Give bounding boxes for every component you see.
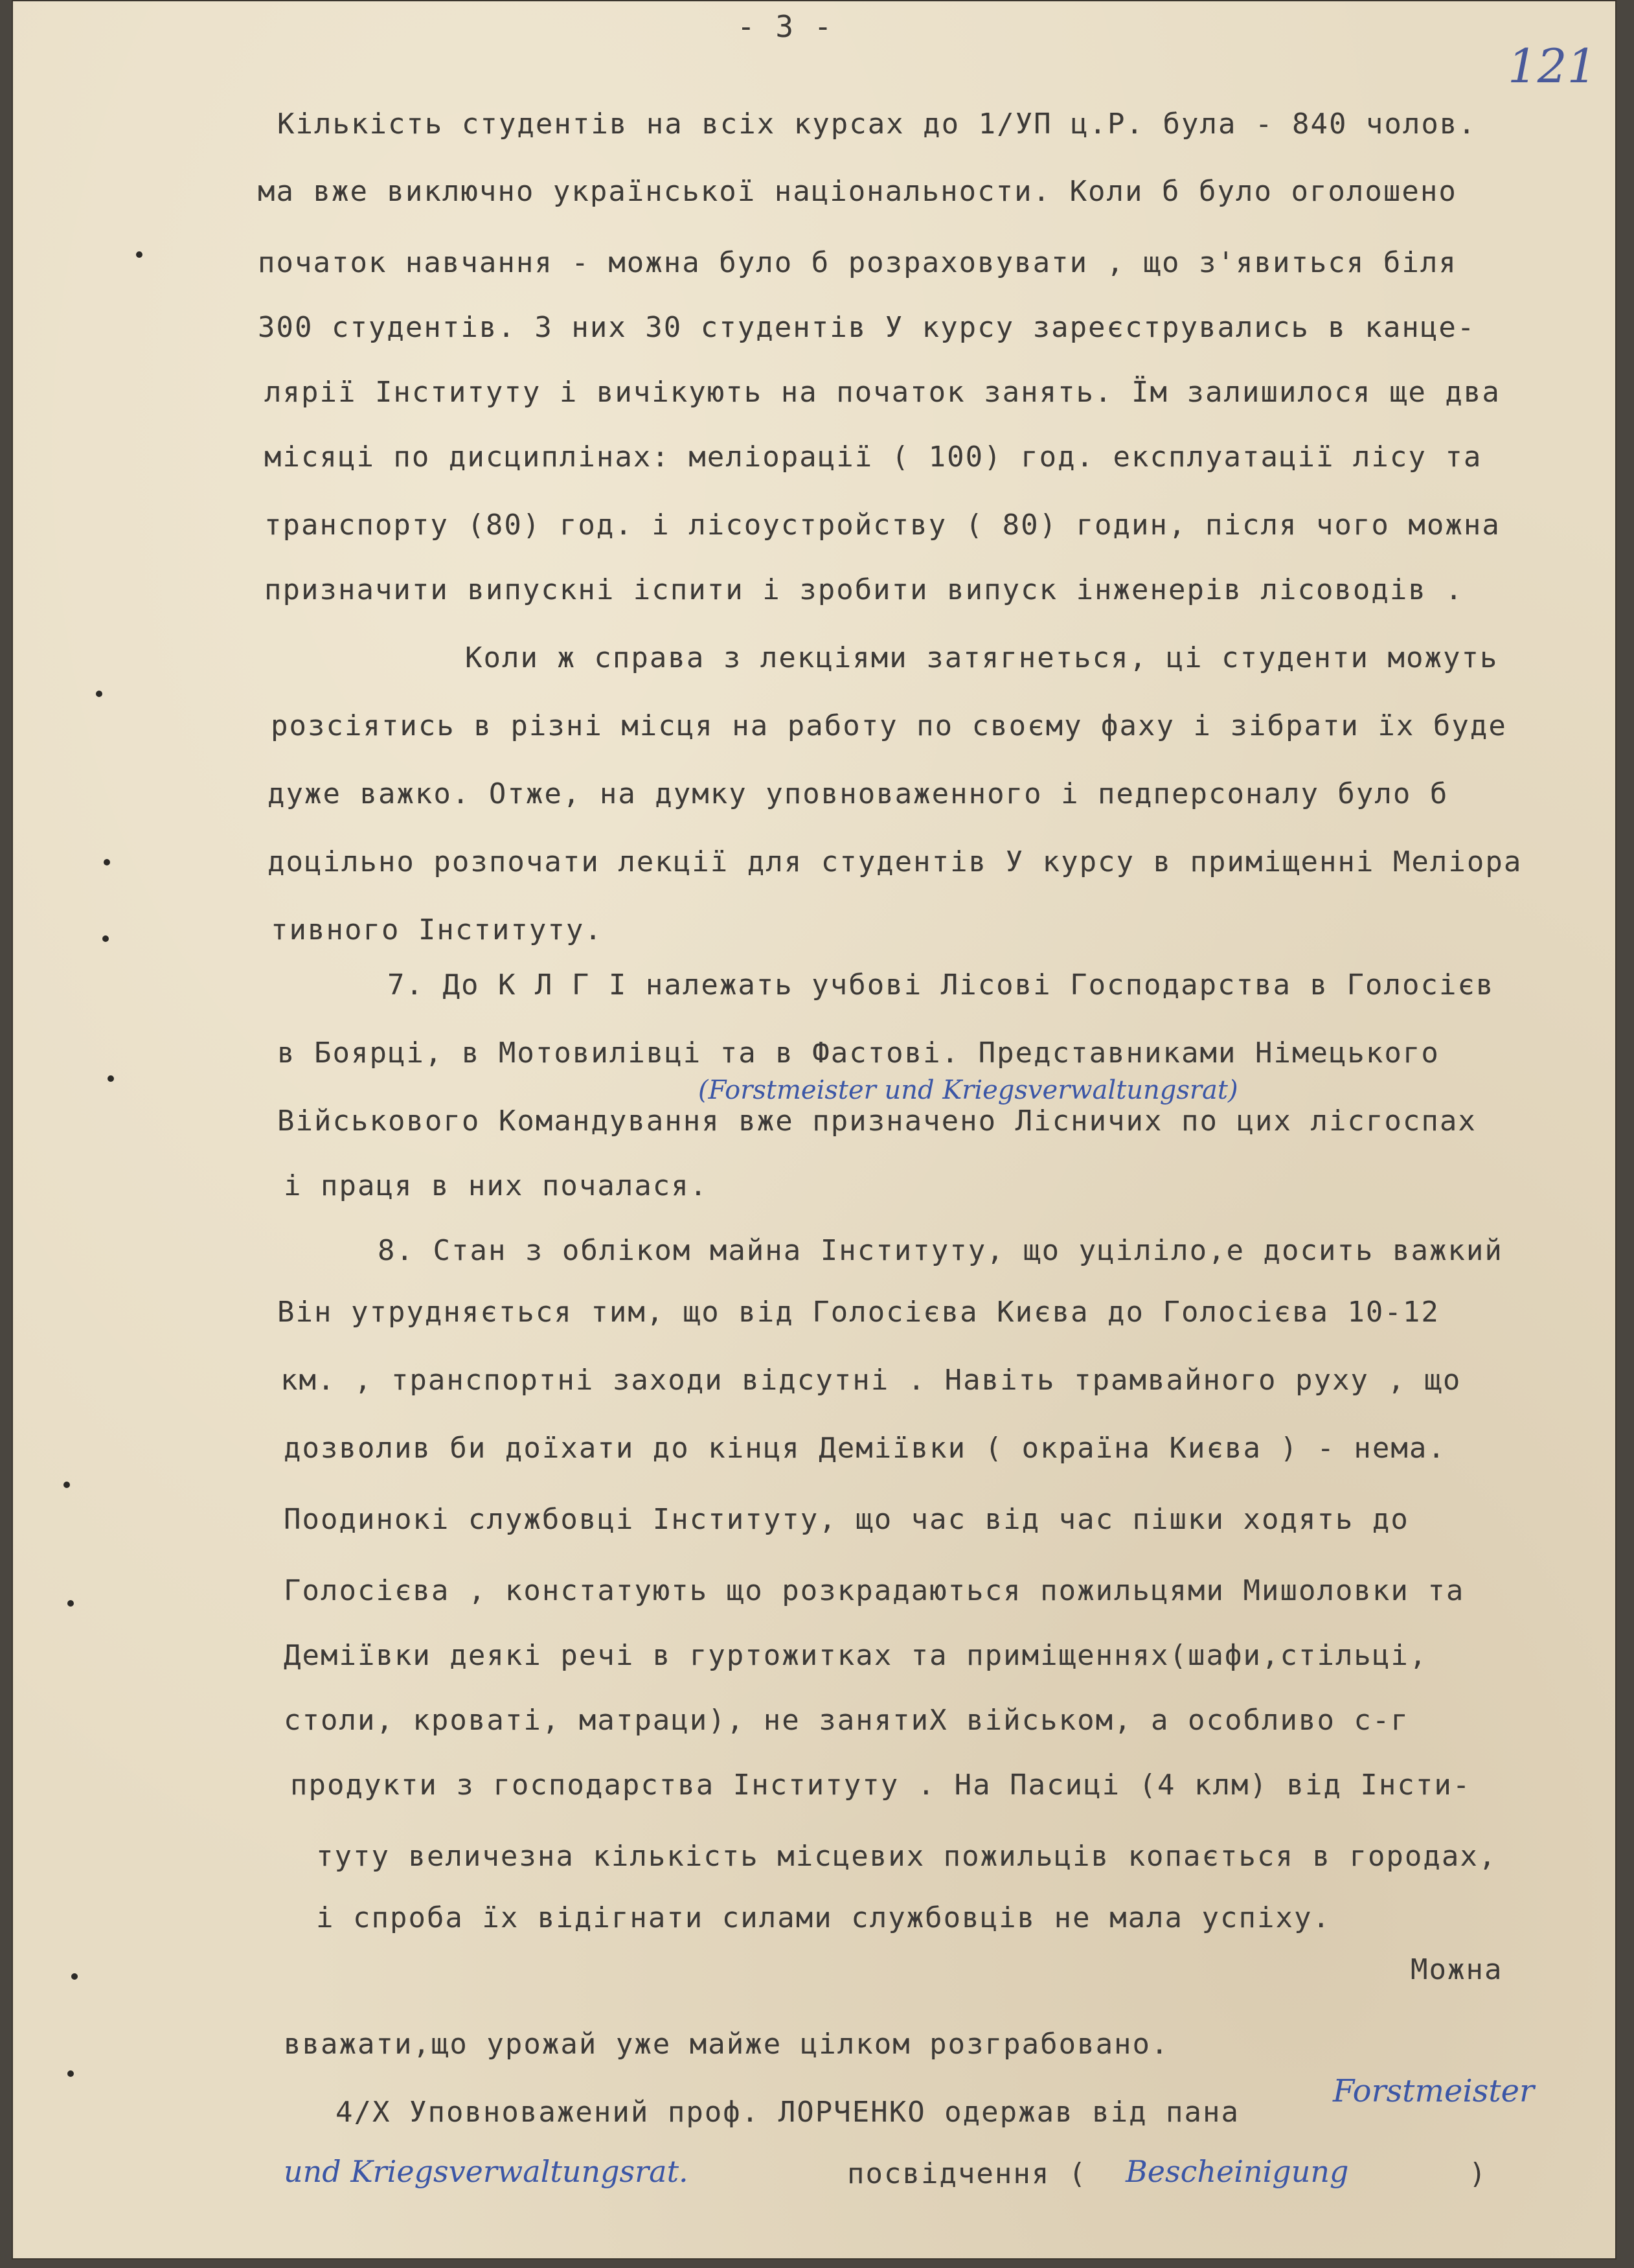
document-page	[12, 0, 1617, 2260]
line-14: 7. До К Л Г І належать учбові Лісові Господарства в Голосієв	[387, 968, 1495, 1002]
line-13: тивного Інституту.	[271, 913, 603, 946]
line-8: призначити випускні іспити і зробити випуск інженерів лісоводів .	[264, 573, 1464, 606]
line-25: столи, кроваті, матраци), не занятиХ військом, а особливо с-г	[284, 1704, 1409, 1737]
line-7: транспорту (80) год. і лісоустройству ( 80) годин, після чого можна	[264, 509, 1501, 542]
line-22: Поодинокі службовці Інституту, що час від час пішки ходять до	[284, 1503, 1409, 1536]
line-27: туту величезна кількість місцевих пожильців копається в городах,	[316, 1840, 1497, 1873]
line-23: Голосієва , констатують що розкрадаються пожильцями Мишоловки та	[284, 1574, 1465, 1607]
line-3: початок навчання - можна було б розраховувати , що з'явиться біля	[258, 246, 1457, 279]
handwritten-name-bottom: und Kriegsverwaltungsrat.	[284, 2154, 688, 2189]
line-5: лярії Інституту і вичікують на початок занять. Їм залишилося ще два	[264, 376, 1501, 409]
line-10: розсіятись в різні місця на работу по своєму фаху і зібрати їх буде	[271, 709, 1507, 742]
line-17: і праця в них почалася.	[284, 1169, 709, 1202]
line-2: ма вже виключно української національности. Коли б було оголошено	[258, 175, 1457, 208]
line-4: 300 студентів. З них 30 студентів У курсу зареєструвались в канце-	[258, 311, 1476, 344]
line-24: Деміївки деякі речі в гуртожитках та приміщеннях(шафи,стільці,	[284, 1639, 1428, 1672]
line-12: доцільно розпочати лекції для студентів У курсу в приміщенні Меліора	[267, 845, 1523, 878]
line-6: місяці по дисциплінах: меліорації ( 100) год. експлуатації лісу та	[264, 441, 1482, 474]
line-29: Можна	[1411, 1953, 1503, 1986]
line-32: посвідчення (	[847, 2157, 1087, 2190]
handwritten-note: Bescheinigung	[1126, 2154, 1349, 2189]
line-26: продукти з господарства Інституту . На Пасиці (4 клм) від Інсти-	[290, 1769, 1471, 1802]
handwritten-insert: (Forstmeister und Kriegsverwaltungsrat)	[698, 1075, 1238, 1105]
line-18: 8. Стан з обліком майна Інституту, що уцілілo,е досить важкий	[378, 1234, 1503, 1267]
line-16: Військового Командування вже призначено Лісничих по цих лісгоспах	[277, 1105, 1477, 1138]
line-9: Коли ж справа з лекціями затягнеться, ці студенти можуть	[465, 641, 1499, 674]
line-11: дуже важко. Отже, на думку уповноваженного і педперсоналу було б	[267, 777, 1449, 810]
line-21: дозволив би доїхати до кінця Деміївки ( окраїна Києва ) - нема.	[284, 1432, 1446, 1465]
archive-folio-number: 121	[1508, 39, 1597, 93]
line-20: км. , транспортні заходи відсутні . Навіть трамвайного руху , що	[280, 1364, 1462, 1397]
line-28: і спроба їх відігнати силами службовців не мала успіху.	[316, 1901, 1331, 1934]
line-15: в Боярці, в Мотовилівці та в Фастові. Представниками Німецького	[277, 1037, 1440, 1070]
closing-paren: )	[1469, 2157, 1488, 2190]
page-number: - 3 -	[737, 9, 834, 44]
line-1: Кількість студентів на всіх курсах до 1/УП ц.Р. була - 840 чолов.	[277, 108, 1477, 141]
line-30: вважати,що урожай уже майже цілком розграбовано.	[284, 2028, 1170, 2061]
line-31: 4/Х Уповноважений проф. ЛОРЧЕНКО одержав від пана	[335, 2096, 1240, 2129]
handwritten-name-top: Forstmeister	[1333, 2073, 1534, 2109]
line-19: Він утрудняється тим, що від Голосієва Києва до Голосієва 10-12	[277, 1296, 1440, 1329]
